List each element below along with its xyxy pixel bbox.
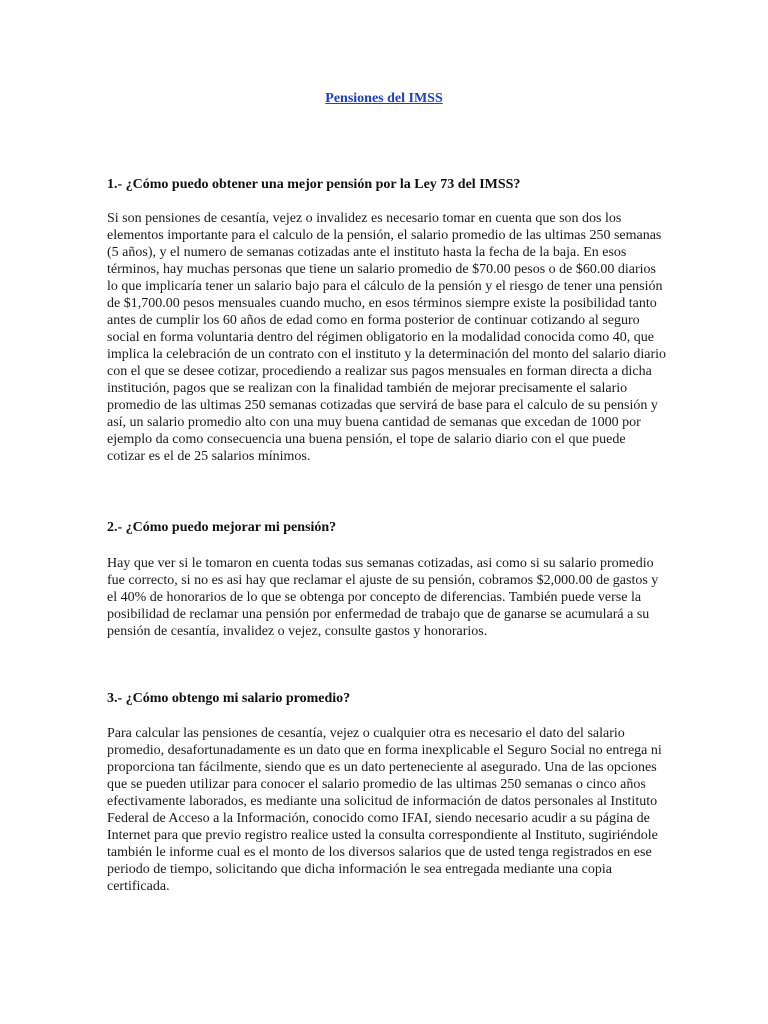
page-title: Pensiones del IMSS — [325, 91, 443, 106]
section-heading: 1.- ¿Cómo puedo obtener una mejor pensión por la Ley 73 del IMSS? — [107, 177, 521, 192]
section-heading: 2.- ¿Cómo puedo mejorar mi pensión? — [107, 520, 337, 535]
section-body: Si son pensiones de cesantía, vejez o invalidez es necesario tomar en cuenta que son dos los elementos importante para el calculo de la pensión, el salario promedio de las ultimas 250 semanas (5 años), y el numero de semanas cotizadas ante el instituto hasta la fecha de la baja. En esos términos, hay muchas personas que tiene un salario promedio de $70.00 pesos o de $60.00 diarios lo que implicaría tener un salario bajo para el cálculo de la pensión y el riesgo de tener una pensión de $1,700.00 pesos mensuales cuando mucho, en esos términos siempre existe la posibilidad tanto antes de cumplir los 60 años de edad como en forma posterior de continuar cotizando al seguro social en forma voluntaria dentro del régimen obligatorio en la modalidad conocida como 40, que implica la celebración de un contrato con el instituto y la determinación del monto del salario diario con el que se desee cotizar, procediendo a realizar sus pagos mensuales en forman directa a dicha institución, pagos que se realizan con la finalidad también de mejorar precisamente el salario promedio de las ultimas 250 semanas cotizadas que servirá de base para el calculo de su pensión y así, un salario promedio alto con una muy buena cantidad de semanas que excedan de 1000 por ejemplo da como consecuencia una buena pensión, el tope de salario diario con el que puede cotizar es el de 25 salarios mínimos. — [107, 211, 667, 464]
section-heading: 3.- ¿Cómo obtengo mi salario promedio? — [107, 691, 351, 706]
section-body: Hay que ver si le tomaron en cuenta todas sus semanas cotizadas, asi como si su salario promedio fue correcto, si no es asi hay que reclamar el ajuste de su pensión, cobramos $2,000.00 de gastos y el 40% de honorarios de lo que se obtenga por concepto de diferencias. También puede verse la posibilidad de reclamar una pensión por enfermedad de trabajo que de ganarse se acumulará a su pensión de cesantía, invalidez o vejez, consulte gastos y honorarios. — [107, 556, 659, 639]
section-body: Para calcular las pensiones de cesantía, vejez o cualquier otra es necesario el dato del salario promedio, desafortunadamente es un dato que en forma inexplicable el Seguro Social no entrega ni proporciona tan fácilmente, siendo que es un dato perteneciente al asegurado. Una de las opciones que se pueden utilizar para conocer el salario promedio de las ultimas 250 semanas o cinco años efectivamente laborados, es mediante una solicitud de información de datos personales al Instituto Federal de Acceso a la Información, conocido como IFAI, siendo necesario acudir a su página de Internet para que previo registro realice usted la consulta correspondiente al Instituto, sugiriéndole también le informe cual es el monto de los diversos salarios que de usted tenga registrados en ese periodo de tiempo, solicitando que dicha información le sea entregada mediante una copia certificada. — [107, 726, 662, 894]
